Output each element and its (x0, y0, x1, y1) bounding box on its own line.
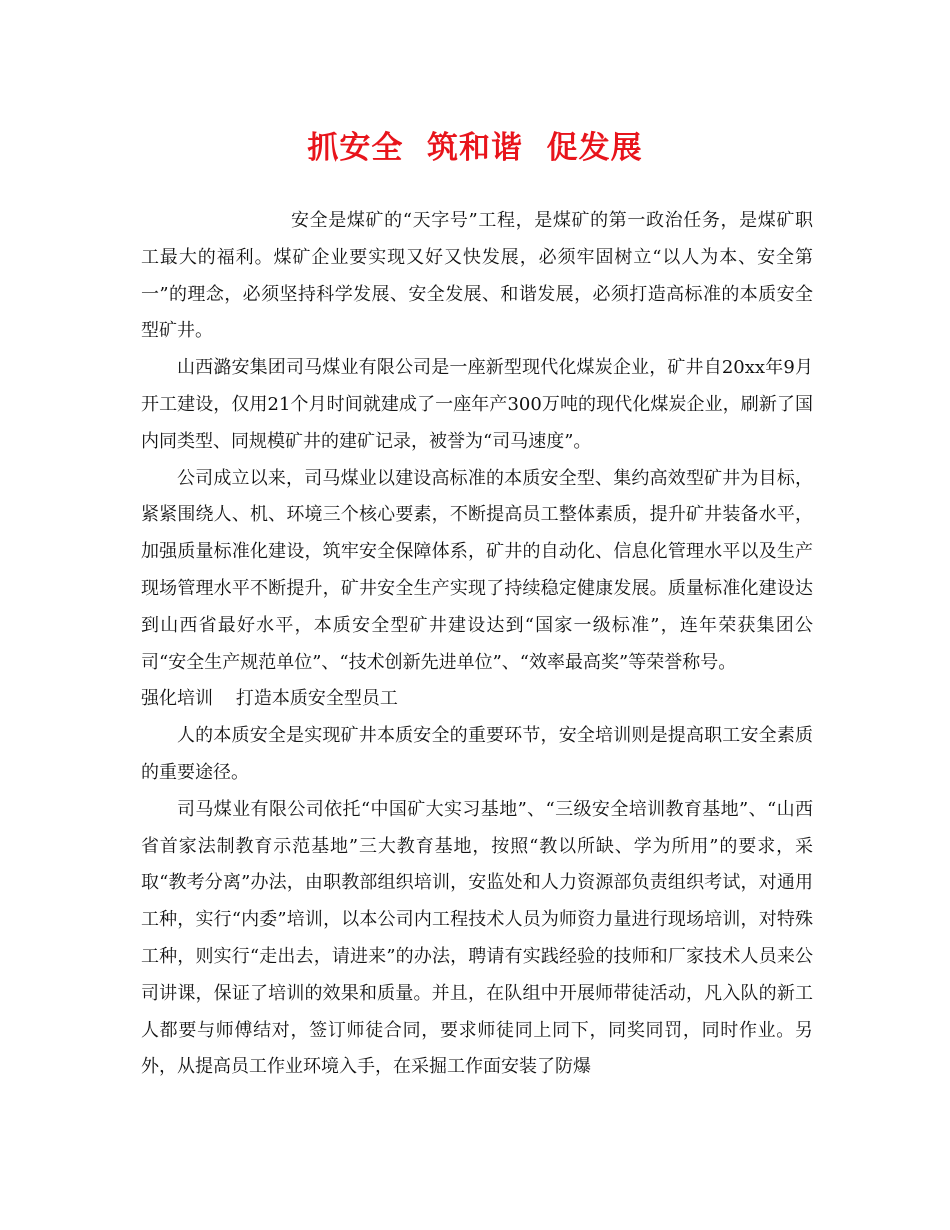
document-title: 抓安全 筑和谐 促发展 (307, 130, 643, 166)
paragraph-training-detail: 司马煤业有限公司依托“中国矿大实习基地”、“三级安全培训教育基地”、“山西省首家法制教育示范基地”三大教育基地，按照“教以所缺、学为所用”的要求，采取“教考分离”办法，由职教部组织培训，安监处和人力资源部负责组织考试，对通用工种，实行“内委”培训，以本公司内工程技术人员为师资力量进行现场培训，对特殊工种，则实行“走出去，请进来”的办法，聘请有实践经验的技师和厂家技术人员来公司讲课，保证了培训的效果和质量。并且，在队组中开展师带徒活动，凡入队的新工人都要与师傅结对，签订师徒合同，要求师徒同上同下，同奖同罚，同时作业。另外，从提高员工作业环境入手，在采掘工作面安装了防爆 (141, 798, 813, 1078)
paragraph-training-intro: 人的本质安全是实现矿井本质安全的重要环节，安全培训则是提高职工安全素质的重要途径。 (141, 725, 813, 783)
section-heading: 强化培训 打造本质安全型员工 (141, 688, 398, 710)
paragraph-achievements: 公司成立以来，司马煤业以建设高标准的本质安全型、集约高效型矿井为目标，紧紧围绕人、机、环境三个核心要素，不断提高员工整体素质，提升矿井装备水平，加强质量标准化建设，筑牢安全保障体系，矿井的自动化、信息化管理水平以及生产现场管理水平不断提升，矿井安全生产实现了持续稳定健康发展。质量标准化建设达到山西省最好水平，本质安全型矿井建设达到“国家一级标准”，连年荣获集团公司“安全生产规范单位”、“技术创新先进单位”、“效率最高奖”等荣誉称号。 (141, 467, 813, 673)
paragraph-intro: 安全是煤矿的“天字号”工程，是煤矿的第一政治任务，是煤矿职工最大的福利。煤矿企业要实现又好又快发展，必须牢固树立“以人为本、安全第一”的理念，必须坚持科学发展、安全发展、和谐发展，必须打造高标准的本质安全型矿井。 (141, 210, 813, 342)
document-body (141, 203, 813, 1086)
paragraph-company: 山西潞安集团司马煤业有限公司是一座新型现代化煤炭企业，矿井自20xx年9月开工建设，仅用21个月时间就建成了一座年产300万吨的现代化煤炭企业，刷新了国内同类型、同规模矿井的建矿记录，被誉为“司马速度”。 (141, 357, 813, 452)
